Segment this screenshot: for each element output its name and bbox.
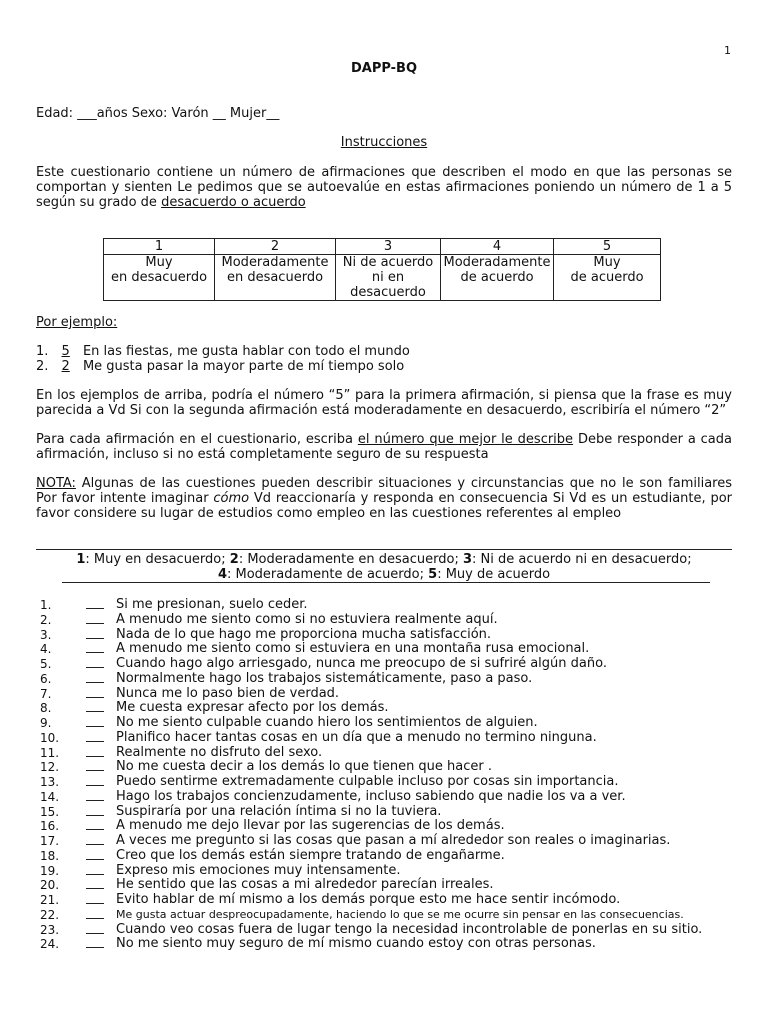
page-number: 1 <box>724 44 731 57</box>
answer-blank[interactable] <box>86 874 104 875</box>
answer-blank[interactable] <box>86 933 104 934</box>
answer-blank[interactable] <box>86 947 104 948</box>
answer-blank[interactable] <box>86 638 104 639</box>
item-number: 7. <box>40 686 52 701</box>
document-title: DAPP-BQ <box>350 61 418 76</box>
item-text: Me cuesta expresar afecto por los demás. <box>116 700 389 716</box>
legend-top-rule <box>36 549 732 550</box>
example-item: 1. 5 En las fiestas, me gusta hablar con todo el mundo <box>36 344 410 359</box>
note-label: NOTA: <box>36 476 76 491</box>
item-number: 17. <box>40 834 60 848</box>
item-number: 21. <box>40 893 60 907</box>
intro-underlined: desacuerdo o acuerdo <box>161 195 306 210</box>
item-number: 12. <box>40 760 60 775</box>
item-number: 20. <box>40 878 60 893</box>
item-number: 15. <box>40 804 60 819</box>
scale-label: Muy en desacuerdo <box>104 255 215 301</box>
scale-number: 4 <box>441 239 554 255</box>
scale-label: Moderadamente de acuerdo <box>441 255 554 301</box>
answer-blank[interactable] <box>86 667 104 668</box>
answer-blank[interactable] <box>86 756 104 757</box>
item-text: Nunca me lo paso bien de verdad. <box>116 685 340 701</box>
example-heading: Por ejemplo: <box>36 315 118 330</box>
answer-blank[interactable] <box>86 918 104 919</box>
item-number: 1. <box>40 598 52 612</box>
item-text: Realmente no disfruto del sexo. <box>116 744 323 760</box>
item-text: Expreso mis emociones muy intensamente. <box>116 862 401 878</box>
item-number: 19. <box>40 863 60 878</box>
item-text: A veces me pregunto si las cosas que pasan a mí alrededor son reales o imaginarias. <box>116 833 671 848</box>
item-text: No me siento muy seguro de mí mismo cuando estoy con otras personas. <box>116 936 596 952</box>
item-text: Evito hablar de mí mismo a los demás porque esto me hace sentir incómodo. <box>116 892 621 907</box>
item-number: 18. <box>40 848 60 863</box>
item-number: 22. <box>40 907 60 922</box>
item-number: 13. <box>40 775 60 789</box>
item-text: Si me presionan, suelo ceder. <box>116 597 308 612</box>
answer-blank[interactable] <box>86 652 104 653</box>
item-number: 23. <box>40 922 60 937</box>
note-paragraph: NOTA: Algunas de las cuestiones pueden describir situaciones y circunstancias que no le son familiares Por favor intente imaginar cómo Vd reaccionaría y responda en consecuencia Si Vd es un estudiante, por favor considere su lugar de estudios como empleo en las cuestiones referentes al empleo <box>36 476 732 521</box>
item-text: Me gusta actuar despreocupadamente, haciendo lo que se me ocurre sin pensar en las consecuencias. <box>116 907 684 921</box>
scale-label: Muy de acuerdo <box>554 255 661 301</box>
explanation-paragraph: En los ejemplos de arriba, podría el número “5” para la primera afirmación, si piensa que la frase es muy parecida a Vd Si con la segunda afirmación está moderadamente en desacuerdo, escribiría el número “2” <box>36 388 732 418</box>
item-number: 8. <box>40 701 52 716</box>
answer-blank[interactable] <box>86 815 104 816</box>
answer-blank[interactable] <box>86 682 104 683</box>
scale-number: 5 <box>554 239 661 255</box>
answer-blank[interactable] <box>86 741 104 742</box>
item-text: Creo que los demás están siempre tratando de engañarme. <box>116 847 505 863</box>
example-answer: 5 <box>61 344 70 359</box>
intro-text: Este cuestionario contiene un número de afirmaciones que describen el modo en que las personas se comportan y sienten Le pedimos que se autoevalúe en estas afirmaciones poniendo un número de 1 a 5 según su grado de <box>36 165 732 210</box>
example-answer: 2 <box>61 359 70 374</box>
answer-blank[interactable] <box>86 844 104 845</box>
item-text: Suspiraría por una relación íntima si no la tuviera. <box>116 803 442 819</box>
legend-line-2: 4: Moderadamente de acuerdo; 5: Muy de acuerdo <box>217 567 551 582</box>
answer-blank[interactable] <box>86 726 104 727</box>
item-text: A menudo me siento como si no estuviera realmente aquí. <box>116 611 498 627</box>
scale-number: 3 <box>336 239 441 255</box>
scale-label: Moderadamente en desacuerdo <box>215 255 336 301</box>
item-text: Puedo sentirme extremadamente culpable incluso por cosas sin importancia. <box>116 774 619 789</box>
answer-blank[interactable] <box>86 785 104 786</box>
legend-bottom-rule <box>62 582 710 583</box>
item-text: A menudo me dejo llevar por las sugerencias de los demás. <box>116 818 505 834</box>
item-number: 4. <box>40 642 52 657</box>
item-text: Hago los trabajos concienzudamente, incluso sabiendo que nadie los va a ver. <box>116 788 626 804</box>
item-number: 11. <box>40 745 60 760</box>
answer-blank[interactable] <box>86 711 104 712</box>
scale-number: 2 <box>215 239 336 255</box>
item-text: No me siento culpable cuando hiero los sentimientos de alguien. <box>116 715 538 730</box>
item-text: Planifico hacer tantas cosas en un día que a menudo no termino ninguna. <box>116 729 597 745</box>
item-number: 10. <box>40 730 60 745</box>
item-text: Cuando hago algo arriesgado, nunca me preocupo de si sufriré algún daño. <box>116 656 607 671</box>
item-number: 5. <box>40 657 52 671</box>
answer-blank[interactable] <box>86 888 104 889</box>
item-number: 9. <box>40 716 52 730</box>
answer-blank[interactable] <box>86 770 104 771</box>
example-item: 2. 2 Me gusta pasar la mayor parte de mí tiempo solo <box>36 359 405 374</box>
answer-blank[interactable] <box>86 800 104 801</box>
answer-blank[interactable] <box>86 903 104 904</box>
item-text: Nada de lo que hago me proporciona mucha satisfacción. <box>116 626 492 642</box>
answer-blank[interactable] <box>86 829 104 830</box>
answer-blank[interactable] <box>86 623 104 624</box>
item-text: No me cuesta decir a los demás lo que tienen que hacer . <box>116 759 493 775</box>
item-number: 24. <box>40 937 60 952</box>
scale-table <box>103 238 661 301</box>
scale-label: Ni de acuerdo ni en desacuerdo <box>336 255 441 301</box>
item-text: Normalmente hago los trabajos sistemáticamente, paso a paso. <box>116 670 533 686</box>
scale-number: 1 <box>104 239 215 255</box>
item-number: 2. <box>40 612 52 627</box>
item-number: 16. <box>40 819 60 834</box>
answer-blank[interactable] <box>86 859 104 860</box>
item-text: A menudo me siento como si estuviera en una montaña rusa emocional. <box>116 641 590 657</box>
answer-blank[interactable] <box>86 697 104 698</box>
item-text: Cuando veo cosas fuera de lugar tengo la necesidad incontrolable de ponerlas en su sitio. <box>116 921 703 937</box>
answer-blank[interactable] <box>86 608 104 609</box>
item-number: 6. <box>40 671 52 686</box>
legend-line-1: 1: Muy en desacuerdo; 2: Moderadamente en desacuerdo; 3: Ni de acuerdo ni en desacuerdo; <box>76 552 692 567</box>
demographics-line: Edad: ___años Sexo: Varón __ Mujer__ <box>36 106 280 121</box>
instruction-underlined: el número que mejor le describe <box>357 432 574 447</box>
intro-paragraph <box>36 165 732 210</box>
item-text: He sentido que las cosas a mi alrededor parecían irreales. <box>116 877 494 893</box>
instruction-paragraph: Para cada afirmación en el cuestionario, escriba el número que mejor le describe Debe responder a cada afirmación, incluso si no está completamente seguro de su respuesta <box>36 432 732 462</box>
item-number: 3. <box>40 627 52 642</box>
item-number: 14. <box>40 789 60 804</box>
instructions-heading: Instrucciones <box>340 135 428 150</box>
